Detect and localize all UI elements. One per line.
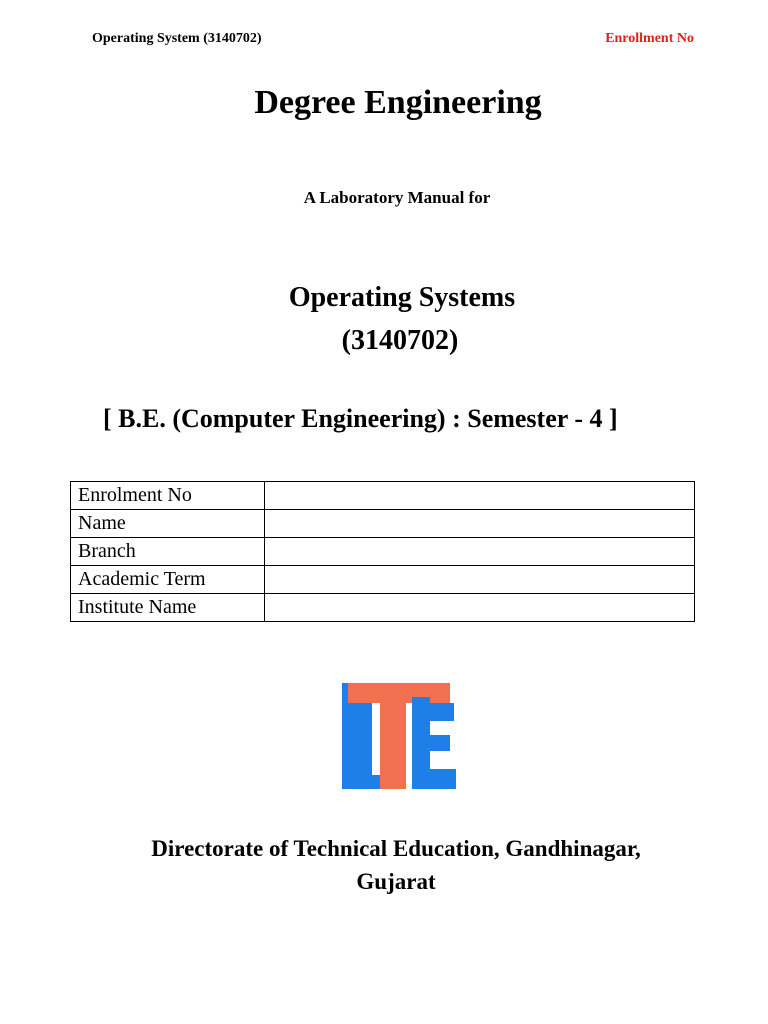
footer-line-1: Directorate of Technical Education, Gandhinagar, xyxy=(151,836,641,861)
header-course-code: Operating System (3140702) xyxy=(92,31,262,46)
info-value-enrolment xyxy=(265,482,695,510)
footer-organization xyxy=(0,832,768,898)
table-row xyxy=(71,566,695,594)
cte-logo-icon xyxy=(342,683,456,789)
header-enrollment-label: Enrollment No xyxy=(605,31,694,46)
info-label-branch: Branch xyxy=(71,538,265,566)
logo-e-bottom xyxy=(412,769,456,789)
program-semester: [ B.E. (Computer Engineering) : Semester - 4 ] xyxy=(103,404,618,433)
course-code: (3140702) xyxy=(341,325,459,356)
table-row xyxy=(71,538,695,566)
info-label-name: Name xyxy=(71,510,265,538)
footer-line-2: Gujarat xyxy=(356,869,436,894)
logo-c-bottom xyxy=(342,775,380,789)
page-title: Degree Engineering xyxy=(254,84,542,121)
student-info-table xyxy=(70,481,695,622)
table-row xyxy=(71,482,695,510)
logo-e-middle xyxy=(412,735,450,751)
info-label-institute: Institute Name xyxy=(71,594,265,622)
info-label-enrolment: Enrolment No xyxy=(71,482,265,510)
logo-e-top xyxy=(412,703,454,721)
info-value-branch xyxy=(265,538,695,566)
table-row xyxy=(71,594,695,622)
page-subtitle: A Laboratory Manual for xyxy=(303,188,491,207)
course-name: Operating Systems xyxy=(288,282,516,313)
info-label-academic-term: Academic Term xyxy=(71,566,265,594)
info-value-institute xyxy=(265,594,695,622)
logo-t-stem xyxy=(380,683,406,789)
info-value-name xyxy=(265,510,695,538)
table-row xyxy=(71,510,695,538)
info-value-academic-term xyxy=(265,566,695,594)
